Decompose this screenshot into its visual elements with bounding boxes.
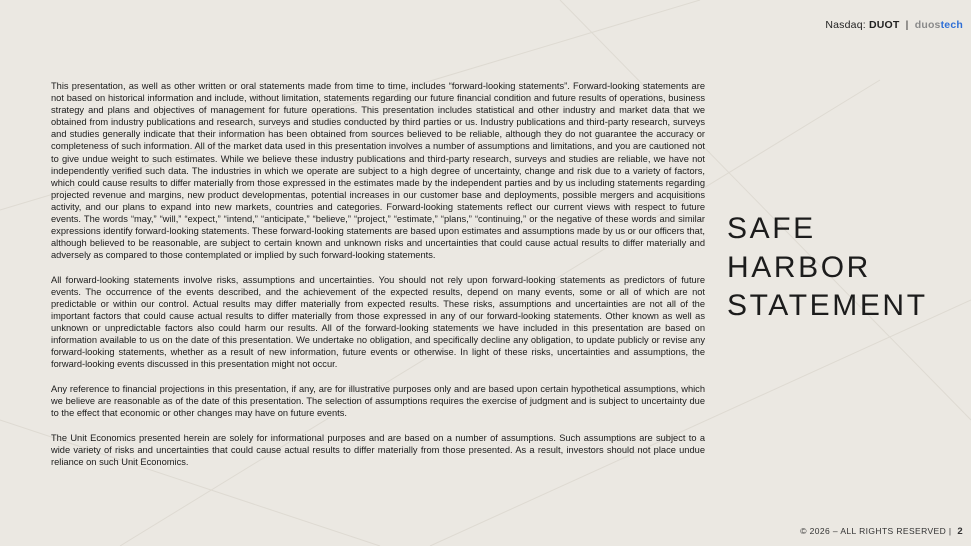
paragraph-forward-looking: This presentation, as well as other written or oral statements made from time to time, includes “forward-looking statements”. Forward-looking statements are not based on historical information and include, without limitation, statements regarding our future financial condition and future results of operations, business strategy and plans and objectives of management for future operations. This presentation includes statistical and other industry and market data that we obtained from industry publications and research, surveys and studies conducted by third parties or us. Industry publications and third-party research, surveys and studies generally indicate that their information has been obtained from sources believed to be reliable, although they do not guarantee the accuracy or completeness of such information. All of the market data used in this presentation involves a number of assumptions and limitations, and you are cautioned not to give undue weight to such estimates. While we believe these industry publications and third-party research, surveys and studies are reliable, we have not independently verified such data. The industries in which we operate are subject to a high degree of uncertainty, change and risk due to a variety of factors, which could cause results to differ materially from those expressed in the estimates made by the independent parties and by us including statements regarding projected revenue and margins, new product developmentas, potential increases in our customer base and deployments, possible mergers and acquisitions activity, and our plans to expand into new markets, countries and categories. Forward-looking statements reflect our current views with respect to future events. The words “may,” “will,” “expect,” “intend,” “anticipate,” “believe,” “project,” “estimate,” “plans,” “continuing,” or the negative of these words and similar expressions identify forward-looking statements. These forward-looking statements are based upon estimates and assumptions made by us or our officers that, although believed to be reasonable, are subject to certain known and unknown risks and uncertainties that could cause actual results to differ materially and adversely as compared to those contemplated or implied by such forward-looking statements. — [51, 81, 705, 261]
paragraph-unit-economics: The Unit Economics presented herein are solely for informational purposes and are based on a number of assumptions. Such assumptions are subject to a wide variety of risks and uncertainties that could cause actual results to differ materially from those presented. As a result, investors should not place undue reliance on such Unit Economics. — [51, 432, 705, 467]
page-number: 2 — [957, 526, 963, 537]
footer — [800, 526, 963, 537]
brand-logo-part1: duos — [914, 19, 941, 31]
header-separator: | — [905, 19, 909, 31]
title-line-2: HARBOR — [727, 250, 871, 284]
exchange-label: Nasdaq: — [825, 19, 866, 31]
brand-logo — [915, 19, 963, 31]
paragraph-risks: All forward-looking statements involve risks, assumptions and uncertainties. You should not rely upon forward-looking statements as predictors of future events. The occurrence of the events described, and the achievement of the expected results, depend on many events, some or all of which are not predictable or within our control. Actual results may differ materially from expected results. These risks, assumptions and uncertainties are not all of the important factors that could cause actual results to differ materially from those expressed in any of our forward-looking statements. Other known as well as unknown or unpredictable factors also could harm our results. All of the forward-looking statements we have included in this presentation are based on information available to us on the date of this presentation. We undertake no obligation, and specifically decline any obligation, to update publicly or revise any forward-looking statements, whether as a result of new information, future events or otherwise. In light of these risks, uncertainties and assumptions, the forward-looking events discussed in this presentation might not occur. — [51, 274, 705, 370]
brand-logo-part2: tech — [940, 19, 963, 31]
slide-title — [727, 210, 928, 326]
header-logo-bar — [825, 19, 963, 31]
title-line-3: STATEMENT — [727, 289, 928, 322]
paragraph-financial-projections: Any reference to financial projections in this presentation, if any, are for illustrative purposes only and are based upon certain hypothetical assumptions, which we believe are reasonable as of the date of this presentation. The selection of assumptions requires the exercise of judgment and is subject to uncertainty due to the effect that economic or other changes may have on future events. — [51, 383, 705, 419]
disclaimer-body — [51, 80, 705, 480]
ticker-symbol: DUOT — [868, 19, 900, 31]
title-line-1: SAFE — [727, 212, 816, 245]
copyright-text: © 2026 – ALL RIGHTS RESERVED | — [800, 526, 952, 536]
